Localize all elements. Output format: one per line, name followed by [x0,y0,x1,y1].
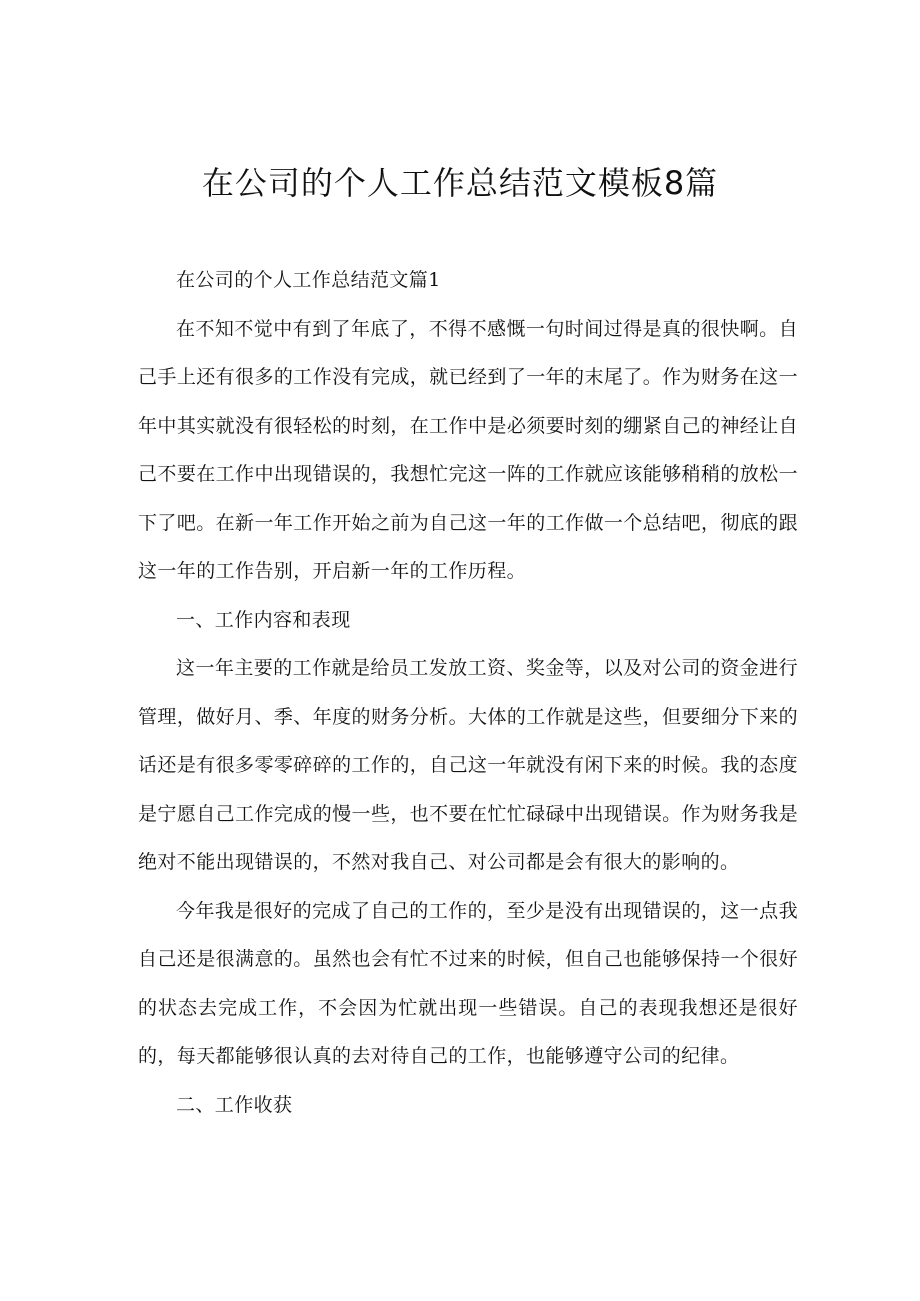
section-heading: 二、工作收获 [176,1093,293,1116]
section-heading: 在公司的个人工作总结范文篇1 [176,269,441,291]
document-title: 在公司的个人工作总结范文模板8篇 [201,164,719,202]
section-heading: 一、工作内容和表现 [176,608,351,631]
body-paragraph: 在不知不觉中有到了年底了，不得不感慨一句时间过得是真的很快啊。自己手上还有很多的工作没有完成，就已经到了一年的末尾了。作为财务在这一年中其实就没有很轻松的时刻，在工作中是必须要时刻的绷紧自己的神经让自己不要在工作中出现错误的，我想忙完这一阵的工作就应该能够稍稍的放松一下了吧。在新一年工作开始之前为自己这一年的工作做一个总结吧，彻底的跟这一年的工作告别，开启新一年的工作历程。 [138,317,798,582]
body-paragraph: 这一年主要的工作就是给员工发放工资、奖金等，以及对公司的资金进行管理，做好月、季、年度的财务分析。大体的工作就是这些，但要细分下来的话还是有很多零零碎碎的工作的，自己这一年就没有闲下来的时候。我的态度是宁愿自己工作完成的慢一些，也不要在忙忙碌碌中出现错误。作为财务我是绝对不能出现错误的，不然对我自己、对公司都是会有很大的影响的。 [138,657,798,873]
document-body [138,256,798,1129]
body-paragraph: 今年我是很好的完成了自己的工作的，至少是没有出现错误的，这一点我自己还是很满意的。虽然也会有忙不过来的时候，但自己也能够保持一个很好的状态去完成工作，不会因为忙就出现一些错误。自己的表现我想还是很好的，每天都能够很认真的去对待自己的工作，也能够遵守公司的纪律。 [138,899,798,1067]
